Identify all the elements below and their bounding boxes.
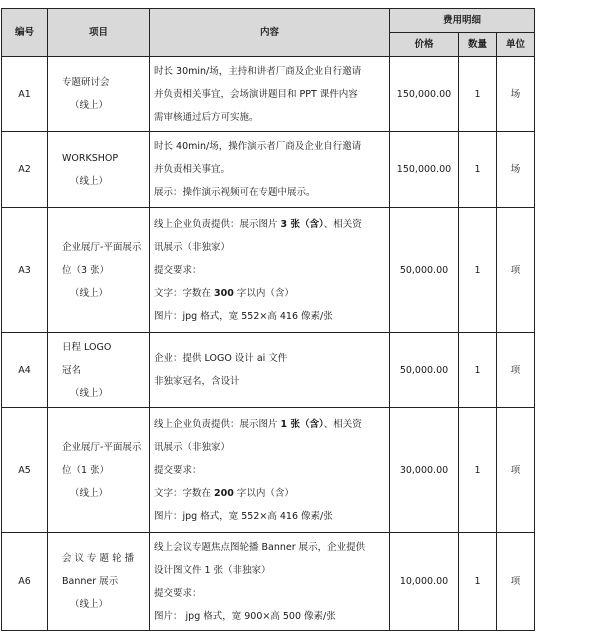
content-line	[154, 60, 383, 83]
item-line: 位（1 张）	[62, 464, 110, 476]
content-segment: 、相关资	[323, 418, 362, 430]
content-line	[154, 482, 383, 505]
row-qty: 1	[459, 408, 497, 533]
content-segment: 文字：字数在	[154, 487, 215, 499]
content-line	[154, 181, 383, 204]
content-line	[154, 106, 383, 129]
row-item	[48, 208, 150, 333]
content-segment: 企业：提供 LOGO 设计 ai 文件	[154, 353, 288, 364]
content-line	[154, 605, 383, 628]
row-price: 10,000.00	[390, 533, 459, 631]
item-line: （线上）	[70, 387, 109, 399]
content-segment: 线上企业负责提供：展示图片	[154, 418, 281, 430]
content-line	[154, 413, 383, 436]
content-segment: 字以内（含）	[233, 287, 294, 299]
content-segment: 提交要求：	[154, 587, 202, 599]
content-segment: 讯展示（非独家）	[154, 441, 231, 453]
item-line: 会 议 专 题 轮 播	[62, 553, 135, 564]
content-segment: 线上企业负责提供：展示图片	[154, 218, 281, 230]
item-line: 企业展厅-平面展示	[62, 241, 142, 253]
content-line	[154, 436, 383, 459]
row-qty: 1	[459, 132, 497, 208]
content-segment: 讯展示（非独家）	[154, 241, 231, 253]
row-content	[150, 408, 390, 533]
row-unit: 项	[497, 533, 535, 631]
row-content	[150, 333, 390, 408]
content-segment: 图片：jpg 格式，宽 552×高 416 像素/张	[154, 310, 333, 322]
content-line	[154, 459, 383, 482]
row-unit: 项	[497, 208, 535, 333]
content-line	[154, 347, 383, 370]
row-item	[48, 533, 150, 631]
content-segment: 、相关资	[323, 218, 362, 230]
content-segment: 非独家冠名，含设计	[154, 376, 240, 387]
row-item	[48, 333, 150, 408]
content-line	[154, 158, 383, 181]
content-segment: 3 张（含）	[280, 218, 324, 230]
item-line: （线上）	[70, 287, 109, 299]
content-segment: 文字：字数在	[154, 287, 215, 299]
item-line: WORKSHOP	[62, 152, 119, 164]
row-content	[150, 132, 390, 208]
row-id: A2	[2, 132, 48, 208]
content-line	[154, 135, 383, 158]
row-price: 30,000.00	[390, 408, 459, 533]
row-item	[48, 57, 150, 132]
header-id: 编号	[2, 9, 48, 57]
content-line	[154, 582, 383, 605]
header-unit: 单位	[497, 33, 535, 57]
row-id: A1	[2, 57, 48, 132]
content-line	[154, 259, 383, 282]
item-line: （线上）	[70, 175, 109, 187]
content-line	[154, 83, 383, 106]
header-item: 项目	[48, 9, 150, 57]
header-qty: 数量	[459, 33, 497, 57]
content-line	[154, 282, 383, 305]
row-qty: 1	[459, 533, 497, 631]
content-segment: 图片：jpg 格式，宽 552×高 416 像素/张	[154, 510, 333, 522]
row-unit: 项	[497, 408, 535, 533]
row-id: A5	[2, 408, 48, 533]
row-content	[150, 208, 390, 333]
table-row	[2, 408, 535, 533]
content-line	[154, 236, 383, 259]
row-qty: 1	[459, 57, 497, 132]
content-line	[154, 505, 383, 528]
row-price: 150,000.00	[390, 132, 459, 208]
content-segment: 设计图文件 1 张（非独家）	[154, 564, 271, 576]
row-id: A4	[2, 333, 48, 408]
content-segment: 展示：操作演示视频可在专题中展示。	[154, 187, 316, 198]
content-segment: 提交要求：	[154, 264, 202, 276]
content-segment: 时长 40min/场，操作演示者厂商及企业自行邀请	[154, 141, 362, 152]
content-line	[154, 559, 383, 582]
content-segment: 200	[214, 487, 234, 499]
content-line	[154, 370, 383, 393]
row-content	[150, 57, 390, 132]
row-price: 50,000.00	[390, 208, 459, 333]
table-row	[2, 208, 535, 333]
table-row	[2, 533, 535, 631]
item-line: 企业展厅-平面展示	[62, 441, 142, 453]
row-unit: 场	[497, 132, 535, 208]
item-line: （线上）	[70, 599, 109, 610]
item-line: （线上）	[70, 487, 109, 499]
row-content	[150, 533, 390, 631]
item-line: Banner 展示	[62, 576, 119, 587]
row-unit: 项	[497, 333, 535, 408]
content-segment: 1 张（含）	[280, 418, 324, 430]
row-unit: 场	[497, 57, 535, 132]
row-qty: 1	[459, 333, 497, 408]
table-body	[2, 57, 535, 631]
row-price: 150,000.00	[390, 57, 459, 132]
row-qty: 1	[459, 208, 497, 333]
header-content: 内容	[150, 9, 390, 57]
content-segment: 并负责相关事宜，会场演讲题目和 PPT 课件内容	[154, 88, 358, 100]
content-line	[154, 536, 383, 559]
table-row	[2, 57, 535, 132]
content-line	[154, 213, 383, 236]
table-row	[2, 132, 535, 208]
fee-table	[1, 8, 535, 631]
row-id: A3	[2, 208, 48, 333]
content-line	[154, 305, 383, 328]
content-segment: 需审核通过后方可实施。	[154, 111, 259, 123]
table-row	[2, 333, 535, 408]
item-line: 专题研讨会	[62, 77, 110, 88]
content-segment: 并负责相关事宜。	[154, 164, 231, 175]
row-price: 50,000.00	[390, 333, 459, 408]
header-fee-group: 费用明细	[390, 9, 535, 33]
content-segment: 图片： jpg 格式，宽 900×高 500 像素/张	[154, 610, 336, 622]
content-segment: 线上会议专题焦点图轮播 Banner 展示，企业提供	[154, 541, 366, 553]
header-price: 价格	[390, 33, 459, 57]
content-segment: 300	[214, 287, 234, 299]
content-segment: 时长 30min/场，主持和讲者厂商及企业自行邀请	[154, 65, 362, 77]
item-line: （线上）	[70, 100, 109, 111]
item-line: 日程 LOGO	[62, 341, 112, 353]
content-segment: 字以内（含）	[233, 487, 294, 499]
item-line: 冠名	[62, 364, 82, 376]
item-line: 位（3 张）	[62, 264, 110, 276]
row-item	[48, 132, 150, 208]
content-segment: 提交要求：	[154, 464, 202, 476]
row-item	[48, 408, 150, 533]
row-id: A6	[2, 533, 48, 631]
